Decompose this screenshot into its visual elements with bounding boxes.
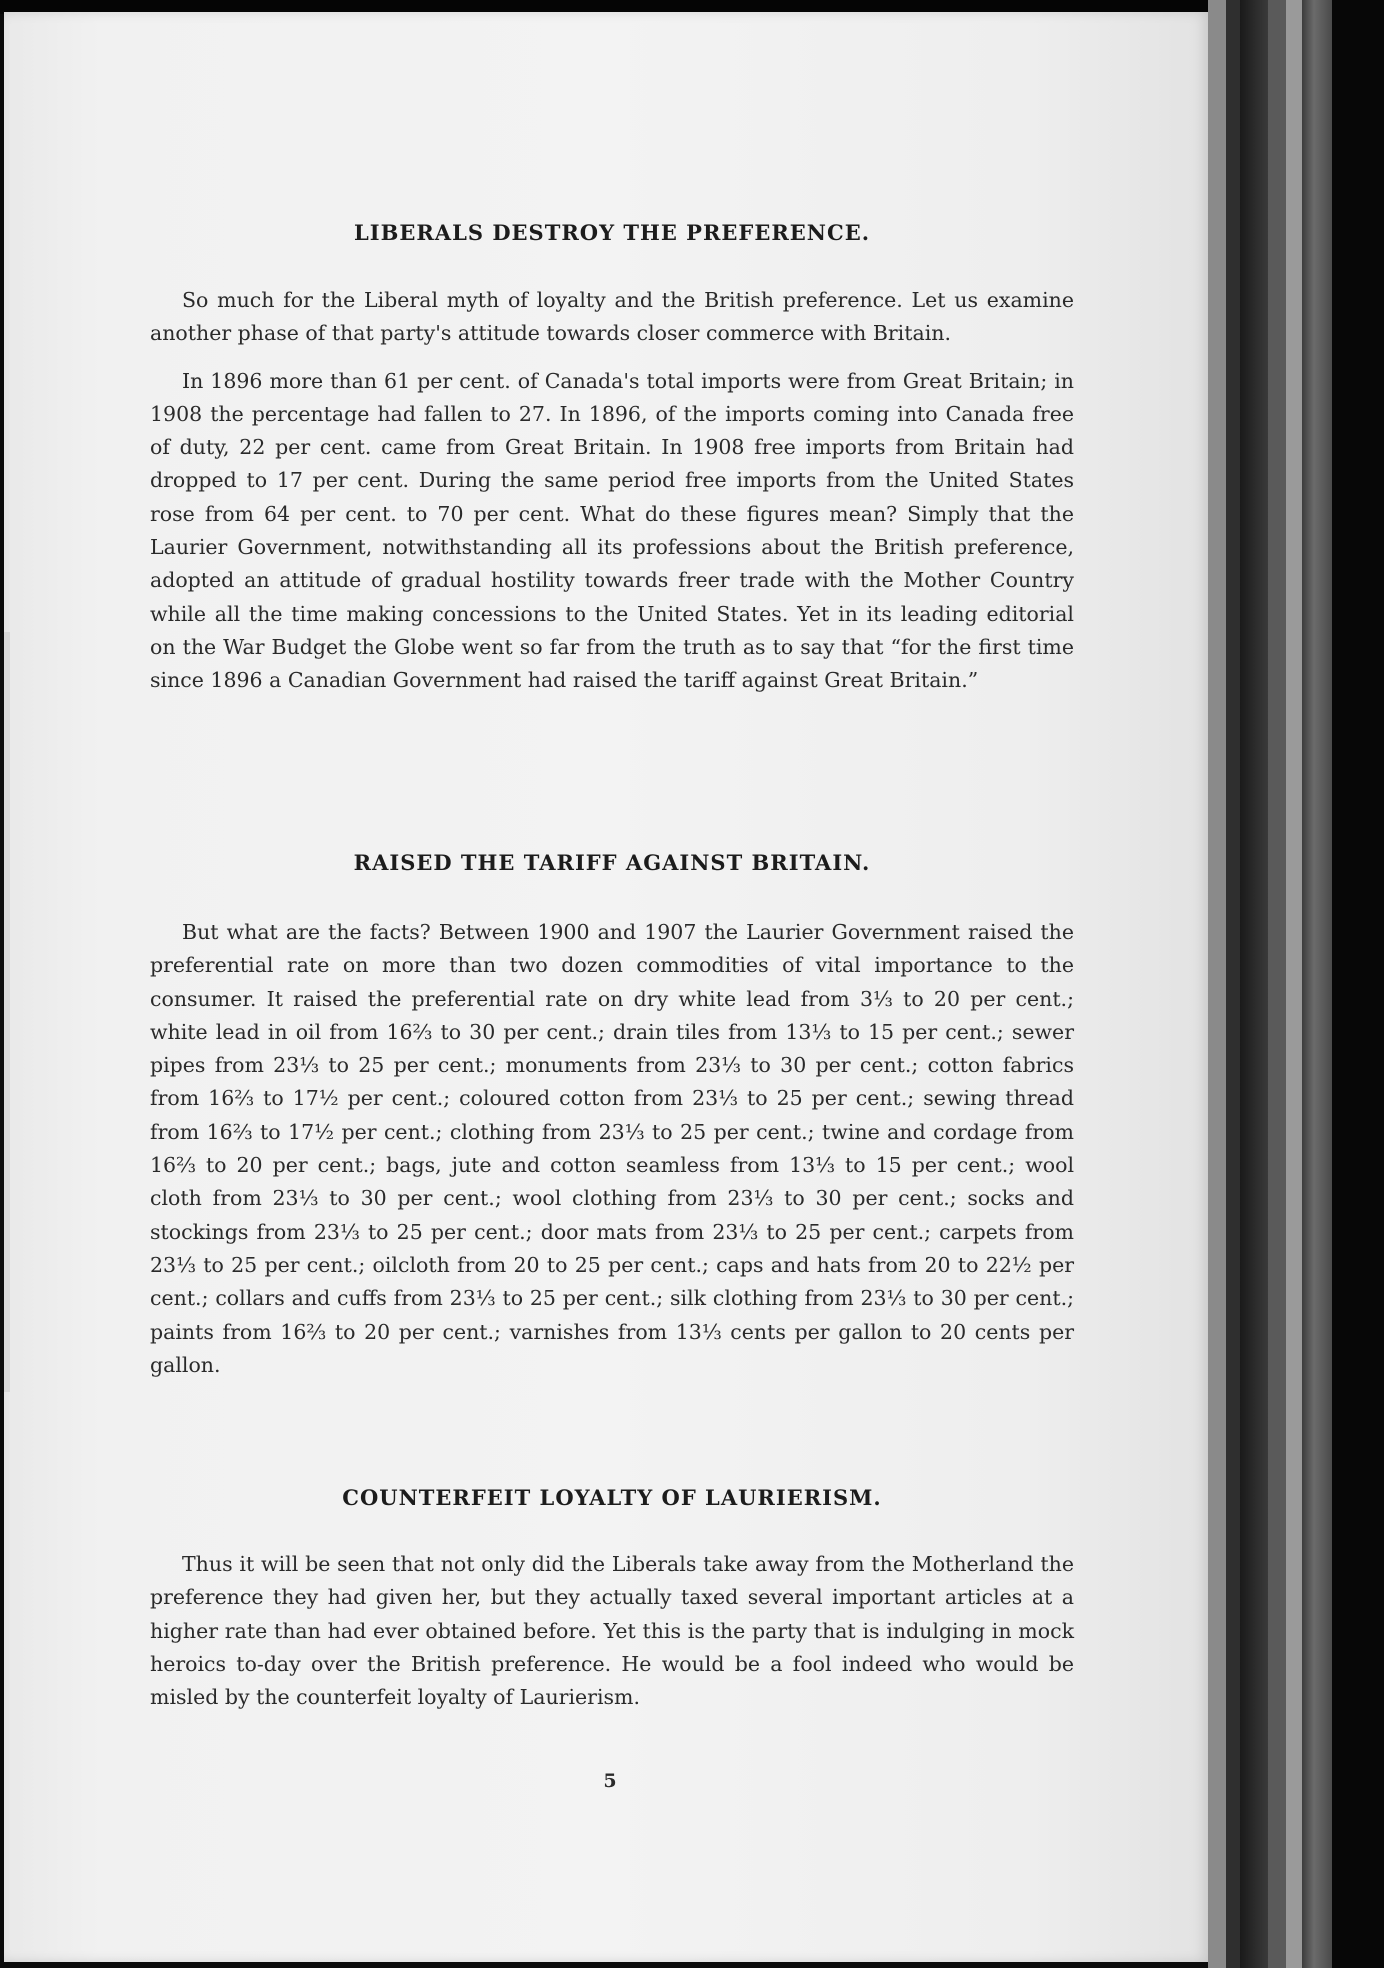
book-binding-strip	[1286, 0, 1302, 1968]
book-binding-strip	[1268, 0, 1286, 1968]
paragraph: Thus it will be seen that not only did the Liberals take away from the Motherland the preference they had given her, but they actually taxed several important articles at a higher rate than had ever obtained before. Yet this is the party that is indulging in mock heroics to-day over the British preference. He would be a fool indeed who would be misled by the counterfeit loyalty of Laurierism.	[150, 1552, 1074, 1710]
page-number: 5	[603, 1770, 617, 1792]
section-heading-counterfeit-loyalty: COUNTERFEIT LOYALTY OF LAURIERISM.	[342, 1485, 882, 1510]
section-heading-raised-tariff: RAISED THE TARIFF AGAINST BRITAIN.	[353, 850, 871, 875]
book-binding-strip	[1208, 0, 1226, 1968]
book-binding-strip	[1302, 0, 1332, 1968]
paragraph: But what are the facts? Between 1900 and 1907 the Laurier Government raised the preferential rate on more than two dozen commodities of vital importance to the consumer. It raised the preferential rate on dry white lead from 3⅓ to 20 per cent.; white lead in oil from 16⅔ to 30 per cent.; drain tiles from 13⅓ to 15 per cent.; sewer pipes from 23⅓ to 25 per cent.; monuments from 23⅓ to 30 per cent.; cotton fabrics from 16⅔ to 17½ per cent.; coloured cotton from 23⅓ to 25 per cent.; sewing thread from 16⅔ to 17½ per cent.; clothing from 23⅓ to 25 per cent.; twine and cordage from 16⅔ to 20 per cent.; bags, jute and cotton seamless from 13⅓ to 15 per cent.; wool cloth from 23⅓ to 30 per cent.; wool clothing from 23⅓ to 30 per cent.; socks and stockings from 23⅓ to 25 per cent.; door mats from 23⅓ to 25 per cent.; carpets from 23⅓ to 25 per cent.; oilcloth from 20 to 25 per cent.; caps and hats from 20 to 22½ per cent.; collars and cuffs from 23⅓ to 25 per cent.; silk clothing from 23⅓ to 30 per cent.; paints from 16⅔ to 20 per cent.; varnishes from 13⅓ cents per gallon to 20 cents per gallon.	[150, 920, 1074, 1377]
page-edge-shading	[4, 632, 10, 1392]
section-body-raised-tariff	[150, 916, 1074, 1382]
section-heading-liberals-destroy-preference: LIBERALS DESTROY THE PREFERENCE.	[353, 220, 871, 245]
paragraph: In 1896 more than 61 per cent. of Canada's total imports were from Great Britain; in 1908 the percentage had fallen to 27. In 1896, of the imports coming into Canada free of duty, 22 per cent. came from Great Britain. In 1908 free imports from Britain had dropped to 17 per cent. During the same period free imports from the United States rose from 64 per cent. to 70 per cent. What do these figures mean? Simply that the Laurier Government, notwithstanding all its professions about the British preference, adopted an attitude of gradual hostility towards freer trade with the Mother Country while all the time making concessions to the United States. Yet in its leading editorial on the War Budget the Globe went so far from the truth as to say that “for the first time since 1896 a Canadian Government had raised the tariff against Great Britain.”	[150, 368, 1074, 693]
section-body-liberals-destroy-preference	[150, 284, 1074, 698]
book-binding-strip	[1240, 0, 1268, 1968]
book-binding-strip	[1332, 0, 1384, 1968]
section-body-counterfeit-loyalty	[150, 1548, 1074, 1714]
book-binding-strip	[1226, 0, 1240, 1968]
paragraph: So much for the Liberal myth of loyalty and the British preference. Let us examine another phase of that party's attitude towards closer commerce with Britain.	[150, 288, 1074, 346]
